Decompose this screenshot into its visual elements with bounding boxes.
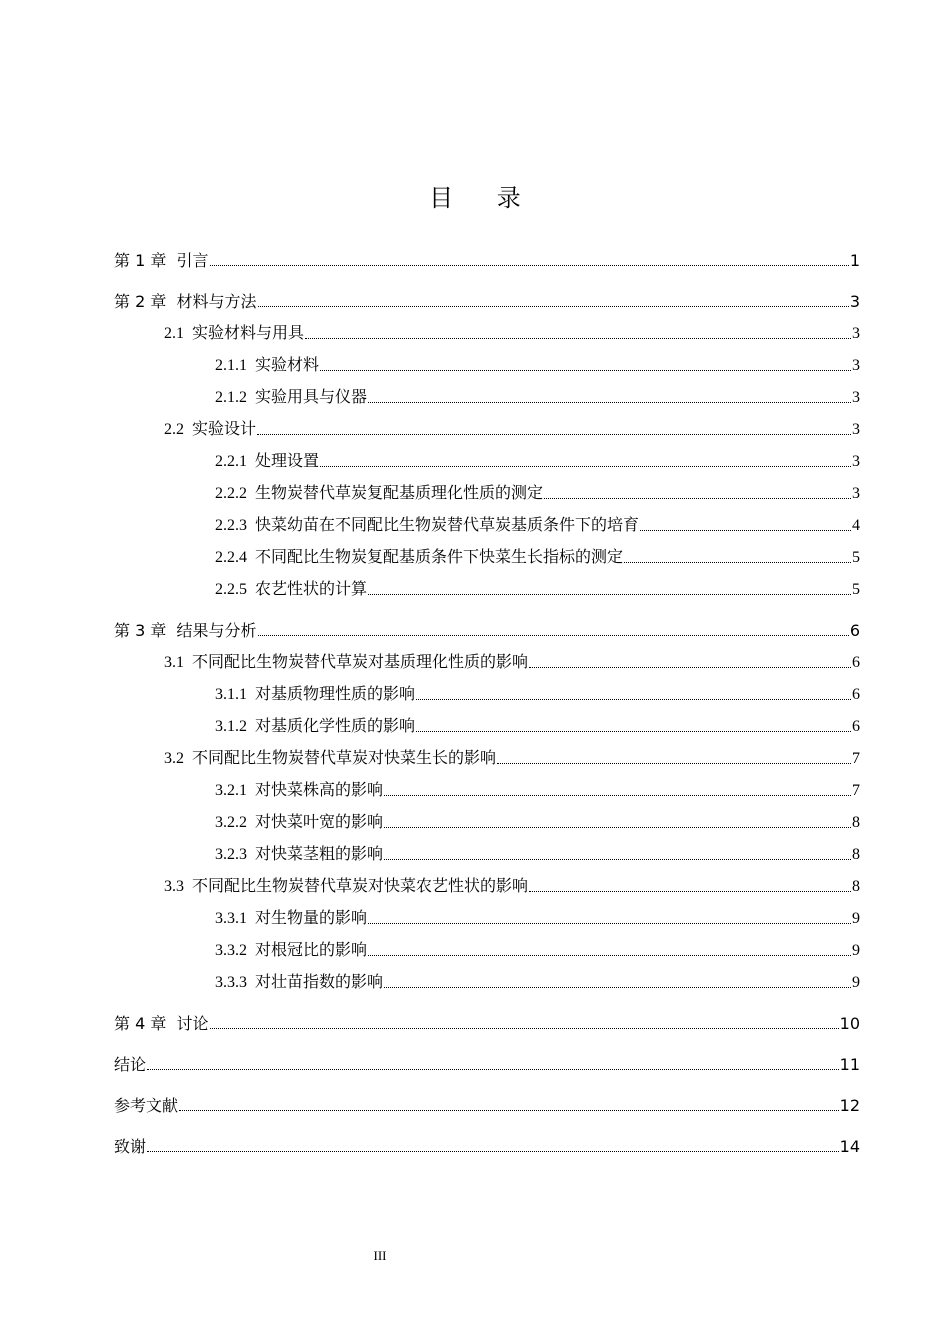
toc-entry-number: 第 1 章 <box>114 251 177 270</box>
toc-entry-page-number: 6 <box>852 718 860 735</box>
toc-entry-number: 2.2.3 <box>215 517 255 534</box>
dot-leader <box>257 434 851 435</box>
toc-entry-number: 3.1 <box>164 654 192 671</box>
toc-entry[interactable] <box>164 870 860 898</box>
toc-entry[interactable] <box>215 902 860 930</box>
toc-entry[interactable] <box>215 541 860 569</box>
toc-entry[interactable] <box>215 381 860 409</box>
toc-entry-title: 对快菜茎粗的影响 <box>255 846 384 863</box>
dot-leader <box>384 859 851 860</box>
dot-leader <box>384 987 851 988</box>
dot-leader <box>258 635 849 636</box>
toc-entry-page-number: 9 <box>852 974 860 991</box>
toc-entry-title: 参考文献 <box>114 1096 179 1115</box>
toc-entry-title: 实验材料与用具 <box>192 325 305 342</box>
toc-entry[interactable] <box>114 1130 860 1158</box>
toc-entry[interactable] <box>164 413 860 441</box>
toc-entry[interactable] <box>215 573 860 601</box>
toc-entry[interactable] <box>215 774 860 802</box>
dot-leader <box>258 306 849 307</box>
toc-entry-page-number: 3 <box>849 292 860 311</box>
dot-leader <box>529 667 851 668</box>
toc-entry-number: 第 3 章 <box>114 621 177 640</box>
dot-leader <box>416 699 851 700</box>
toc-entry-title: 讨论 <box>176 1014 209 1033</box>
dot-leader <box>640 530 851 531</box>
toc-entry-number: 3.3.3 <box>215 974 255 991</box>
toc-entry-number: 3.2.3 <box>215 846 255 863</box>
toc-entry[interactable] <box>215 445 860 473</box>
toc-entry-page-number: 8 <box>852 846 860 863</box>
toc-entry-number: 3.2.2 <box>215 814 255 831</box>
toc-entry-page-number: 3 <box>852 357 860 374</box>
toc-entry[interactable] <box>114 1048 860 1076</box>
toc-entry[interactable] <box>215 509 860 537</box>
toc-entry-page-number: 9 <box>852 942 860 959</box>
toc-entry-title: 对生物量的影响 <box>255 910 368 927</box>
toc-entry-title: 生物炭替代草炭复配基质理化性质的测定 <box>255 485 544 502</box>
dot-leader <box>624 562 851 563</box>
toc-entry-title: 不同配比生物炭替代草炭对快菜生长的影响 <box>192 750 497 767</box>
toc-entry[interactable] <box>215 966 860 994</box>
toc-entry-title: 对基质化学性质的影响 <box>255 718 416 735</box>
dot-leader <box>305 338 851 339</box>
dot-leader <box>179 1110 839 1111</box>
toc-entry-number: 2.2.1 <box>215 453 255 470</box>
dot-leader <box>368 923 851 924</box>
dot-leader <box>368 594 851 595</box>
dot-leader <box>529 891 851 892</box>
toc-entry-number: 2.1.2 <box>215 389 255 406</box>
page-title: 目 录 <box>429 184 539 212</box>
page-number-footer: III <box>373 1248 387 1263</box>
toc-entry[interactable] <box>215 934 860 962</box>
dot-leader <box>147 1069 839 1070</box>
toc-entry-page-number: 7 <box>852 750 860 767</box>
toc-entry-title: 农艺性状的计算 <box>255 581 368 598</box>
toc-entry-page-number: 3 <box>852 325 860 342</box>
toc-entry-title: 不同配比生物炭复配基质条件下快菜生长指标的测定 <box>255 549 624 566</box>
toc-entry[interactable] <box>215 477 860 505</box>
toc-entry-title: 实验材料 <box>255 357 320 374</box>
toc-entry-title: 快菜幼苗在不同配比生物炭替代草炭基质条件下的培育 <box>255 517 640 534</box>
toc-entry-title: 结果与分析 <box>176 621 257 640</box>
toc-entry[interactable] <box>114 1007 860 1035</box>
toc-entry[interactable] <box>114 614 860 642</box>
toc-entry-title: 对基质物理性质的影响 <box>255 686 416 703</box>
toc-entry-number: 第 2 章 <box>114 292 177 311</box>
dot-leader <box>384 795 851 796</box>
toc-entry-title: 对快菜叶宽的影响 <box>255 814 384 831</box>
toc-entry-page-number: 4 <box>852 517 860 534</box>
toc-entry[interactable] <box>215 806 860 834</box>
toc-entry-page-number: 12 <box>839 1096 860 1115</box>
toc-entry-number: 3.3 <box>164 878 192 895</box>
toc-entry-page-number: 3 <box>852 389 860 406</box>
toc-entry-page-number: 5 <box>852 549 860 566</box>
toc-entry-title: 实验设计 <box>192 421 257 438</box>
toc-entry-page-number: 8 <box>852 814 860 831</box>
toc-entry-number: 3.1.1 <box>215 686 255 703</box>
dot-leader <box>210 1028 839 1029</box>
toc-entry[interactable] <box>164 742 860 770</box>
toc-entry-title: 对根冠比的影响 <box>255 942 368 959</box>
toc-entry-title: 不同配比生物炭替代草炭对基质理化性质的影响 <box>192 654 529 671</box>
toc-entry[interactable] <box>215 838 860 866</box>
toc-entry-title: 结论 <box>114 1055 147 1074</box>
toc-entry-number: 2.1.1 <box>215 357 255 374</box>
toc-entry-page-number: 3 <box>852 421 860 438</box>
toc-entry-page-number: 9 <box>852 910 860 927</box>
toc-entry-title: 不同配比生物炭替代草炭对快菜农艺性状的影响 <box>192 878 529 895</box>
toc-entry[interactable] <box>114 1089 860 1117</box>
dot-leader <box>368 955 851 956</box>
toc-entry-number: 第 4 章 <box>114 1014 177 1033</box>
toc-entry-number: 3.2 <box>164 750 192 767</box>
dot-leader <box>368 402 851 403</box>
toc-entry-number: 3.3.2 <box>215 942 255 959</box>
dot-leader <box>320 466 851 467</box>
toc-entry-title: 引言 <box>176 251 209 270</box>
toc-entry[interactable] <box>164 646 860 674</box>
dot-leader <box>147 1151 839 1152</box>
toc-entry-page-number: 14 <box>839 1137 860 1156</box>
dot-leader <box>497 763 851 764</box>
toc-entry-page-number: 5 <box>852 581 860 598</box>
toc-entry-number: 3.1.2 <box>215 718 255 735</box>
toc-entry-number: 2.2.2 <box>215 485 255 502</box>
toc-entry-title: 处理设置 <box>255 453 320 470</box>
dot-leader <box>416 731 851 732</box>
toc-entry-page-number: 6 <box>849 621 860 640</box>
toc-entry-number: 2.1 <box>164 325 192 342</box>
toc-entry[interactable] <box>215 678 860 706</box>
toc-entry-number: 2.2.5 <box>215 581 255 598</box>
toc-entry-page-number: 10 <box>839 1014 860 1033</box>
toc-entry-title: 对壮苗指数的影响 <box>255 974 384 991</box>
toc-entry-page-number: 3 <box>852 485 860 502</box>
toc-entry-title: 材料与方法 <box>176 292 257 311</box>
dot-leader <box>320 370 851 371</box>
toc-entry[interactable] <box>114 244 860 272</box>
toc-entry-title: 致谢 <box>114 1137 147 1156</box>
toc-entry[interactable] <box>215 710 860 738</box>
toc-entry[interactable] <box>164 317 860 345</box>
toc-entry[interactable] <box>215 349 860 377</box>
toc-entry-page-number: 6 <box>852 654 860 671</box>
toc-entry-number: 3.3.1 <box>215 910 255 927</box>
toc-entry-page-number: 3 <box>852 453 860 470</box>
toc-entry-page-number: 7 <box>852 782 860 799</box>
dot-leader <box>384 827 851 828</box>
toc-entry-page-number: 11 <box>839 1055 860 1074</box>
toc-entry-title: 对快菜株高的影响 <box>255 782 384 799</box>
toc-entry-number: 3.2.1 <box>215 782 255 799</box>
toc-entry-number: 2.2.4 <box>215 549 255 566</box>
toc-entry-number: 2.2 <box>164 421 192 438</box>
toc-entry-page-number: 8 <box>852 878 860 895</box>
dot-leader <box>544 498 851 499</box>
toc-entry-title: 实验用具与仪器 <box>255 389 368 406</box>
toc-entry[interactable] <box>114 285 860 313</box>
dot-leader <box>210 265 849 266</box>
toc-entry-page-number: 6 <box>852 686 860 703</box>
toc-entry-page-number: 1 <box>849 251 860 270</box>
